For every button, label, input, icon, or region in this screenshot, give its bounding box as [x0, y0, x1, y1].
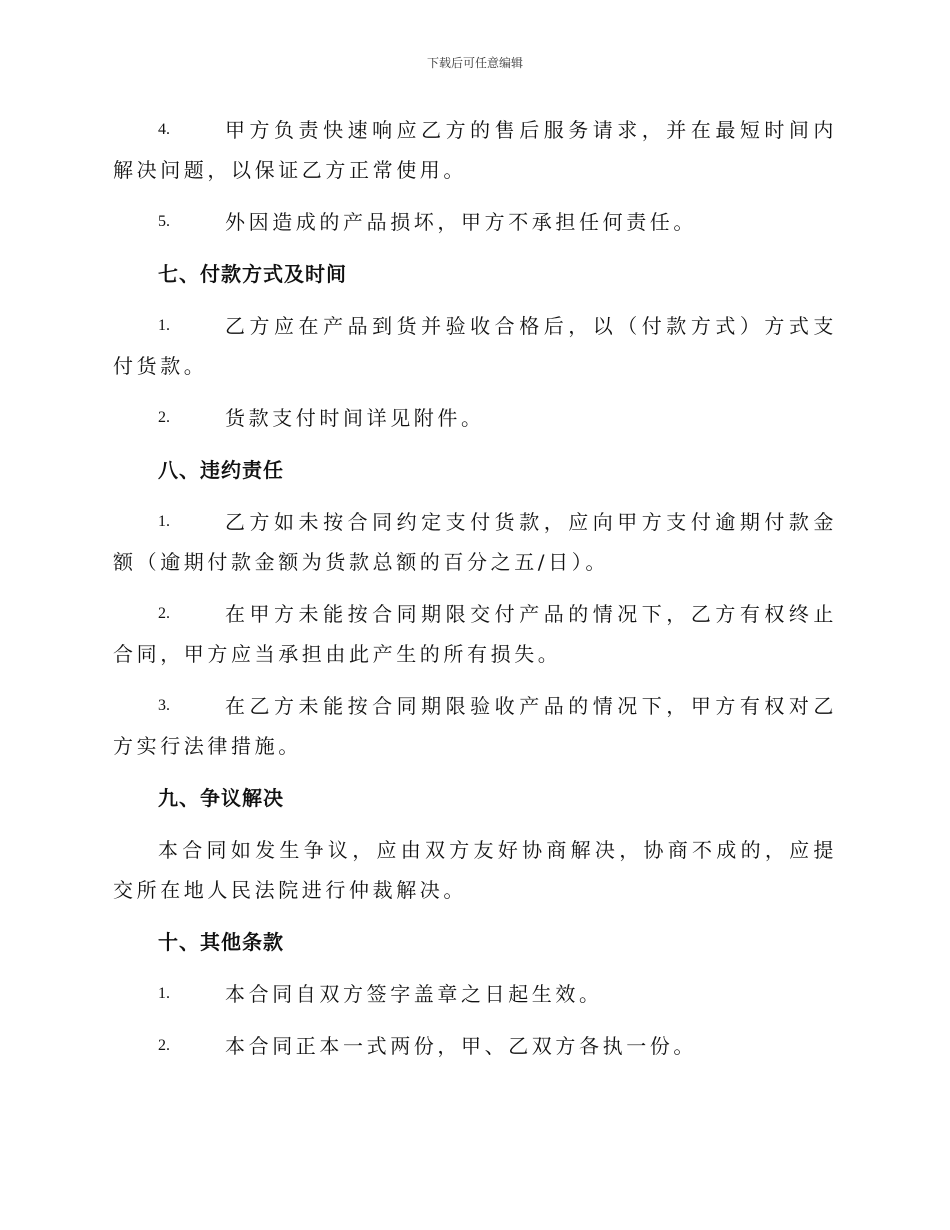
clause-number: 2.	[158, 1037, 170, 1054]
clause-text: 乙方如未按合同约定支付货款，应向甲方支付逾期付款金额（逾期付款金额为货款总额的百分之五/日）。	[113, 510, 837, 574]
clause-text: 货款支付时间详见附件。	[225, 406, 485, 430]
clause-text: 甲方负责快速响应乙方的售后服务请求，并在最短时间内解决问题，以保证乙方正常使用。	[113, 118, 837, 182]
section-title-dispute: 九、争议解决	[158, 786, 284, 810]
clause-text: 在乙方未能按合同期限验收产品的情况下，甲方有权对乙方实行法律措施。	[113, 694, 837, 758]
section-title-other: 十、其他条款	[158, 930, 284, 954]
page-header: 下载后可任意编辑	[426, 56, 523, 70]
clause-number: 5.	[158, 213, 170, 230]
clause-number: 1.	[158, 513, 170, 530]
clause-number: 1.	[158, 317, 170, 334]
clause-item	[113, 1026, 837, 1066]
dispute-paragraph: 本合同如发生争议，应由双方友好协商解决，协商不成的，应提交所在地人民法院进行仲裁解决。	[113, 838, 837, 902]
clause-text: 在甲方未能按合同期限交付产品的情况下，乙方有权终止合同，甲方应当承担由此产生的所有损失。	[113, 602, 837, 666]
section-title-payment: 七、付款方式及时间	[158, 262, 347, 286]
clause-item	[113, 306, 837, 386]
clause-text: 本合同自双方签字盖章之日起生效。	[225, 982, 603, 1006]
clause-text: 外因造成的产品损坏，甲方不承担任何责任。	[225, 210, 697, 234]
clause-item	[113, 594, 837, 674]
clause-text: 乙方应在产品到货并验收合格后，以（付款方式）方式支付货款。	[113, 314, 837, 378]
clause-number: 4.	[158, 121, 170, 138]
clause-number: 2.	[158, 409, 170, 426]
clause-item	[113, 398, 837, 438]
clause-number: 3.	[158, 697, 170, 714]
clause-text: 本合同正本一式两份，甲、乙双方各执一份。	[225, 1034, 697, 1058]
clause-item	[113, 110, 837, 190]
document-body	[113, 110, 837, 1078]
clause-number: 1.	[158, 985, 170, 1002]
clause-item	[113, 974, 837, 1014]
clause-item	[113, 686, 837, 766]
section-title-breach: 八、违约责任	[158, 458, 284, 482]
clause-item	[113, 202, 837, 242]
clause-number: 2.	[158, 605, 170, 622]
clause-item	[113, 502, 837, 582]
